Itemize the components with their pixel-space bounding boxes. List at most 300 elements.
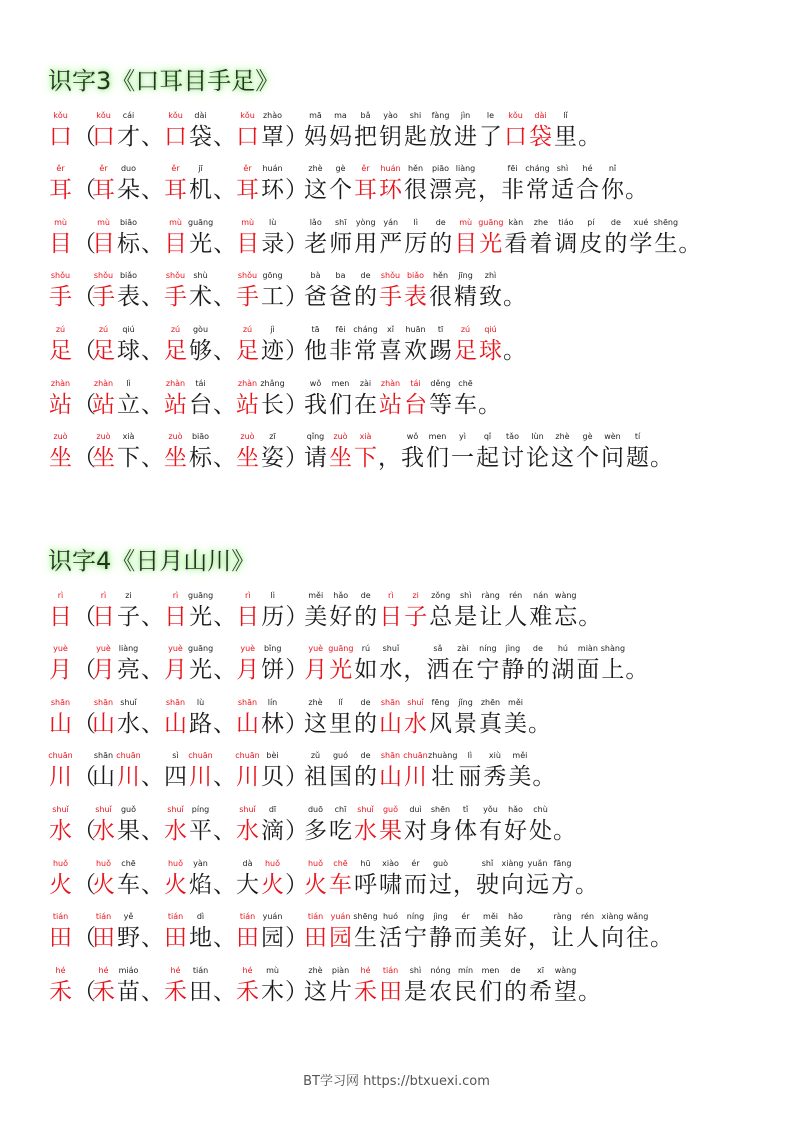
pinyin: zhe	[533, 217, 548, 227]
section-shizi-3	[48, 64, 768, 473]
hanzi: 月	[92, 657, 115, 684]
hanzi: 水	[404, 710, 427, 737]
character	[653, 217, 678, 259]
pinyin: děng	[430, 378, 451, 388]
highlighted-character	[235, 163, 260, 205]
character	[453, 378, 478, 420]
pinyin: wǒ	[309, 378, 322, 388]
pinyin: guāng	[188, 217, 214, 227]
character	[378, 217, 403, 259]
punctuation: ）	[285, 764, 308, 791]
character	[575, 911, 600, 953]
hanzi: 足	[92, 337, 115, 364]
punctuation: （	[73, 925, 96, 952]
hanzi: 水	[49, 817, 72, 844]
character	[428, 858, 453, 900]
character	[478, 270, 503, 312]
character	[628, 217, 653, 259]
hanzi: 里	[554, 123, 577, 150]
character	[403, 110, 428, 152]
character	[188, 163, 213, 205]
highlighted-character	[353, 965, 378, 1007]
highlighted-character	[48, 643, 73, 685]
punctuation: 、	[141, 925, 164, 952]
pinyin: bà	[310, 271, 321, 281]
pinyin: chī	[334, 804, 347, 814]
hanzi: 踢	[429, 337, 452, 364]
pinyin: shi	[409, 110, 422, 120]
highlighted-character	[403, 378, 428, 420]
highlighted-character	[235, 431, 260, 473]
hanzi: 农	[429, 978, 452, 1005]
hanzi: 喜	[379, 337, 402, 364]
pinyin: níng	[479, 644, 497, 654]
pinyin: fēng	[431, 697, 450, 707]
highlighted-character	[48, 858, 73, 900]
hanzi: 地	[189, 925, 212, 952]
pinyin: píng	[191, 804, 210, 814]
hanzi: 才	[117, 123, 140, 150]
character	[428, 324, 453, 366]
hanzi: 等	[429, 391, 452, 418]
punctuation: 、	[213, 871, 236, 898]
character	[503, 911, 528, 953]
hanzi: 非	[329, 337, 352, 364]
character	[553, 110, 578, 152]
highlighted-character	[48, 270, 73, 312]
character	[353, 378, 378, 420]
punctuation: 。	[528, 710, 551, 737]
character	[478, 965, 503, 1007]
punctuation: 。	[578, 123, 601, 150]
hanzi: 亮	[117, 657, 140, 684]
hanzi: 月	[304, 657, 328, 684]
punctuation: 、	[213, 603, 237, 630]
hanzi: 日	[49, 603, 72, 630]
pinyin: de	[360, 751, 371, 761]
pinyin: hé	[98, 965, 109, 975]
pinyin: tián	[382, 965, 399, 975]
hanzi: 水	[92, 817, 115, 844]
hanzi: 吃	[329, 817, 352, 844]
pinyin: shēng	[653, 217, 679, 227]
hanzi: 水	[379, 657, 403, 684]
pinyin: zhàn	[237, 378, 258, 388]
hanzi: 这	[304, 177, 327, 204]
pinyin: yuè	[240, 644, 256, 654]
highlighted-character	[91, 858, 116, 900]
hanzi: 们	[426, 445, 449, 472]
text-line	[48, 259, 768, 313]
pinyin: chē	[121, 858, 136, 868]
hanzi: 在	[354, 391, 377, 418]
hanzi: 祖	[304, 764, 327, 791]
hanzi: 坐	[164, 445, 187, 472]
hanzi: 站	[379, 391, 402, 418]
pinyin: qǐ	[483, 432, 492, 442]
pinyin: huǒ	[52, 858, 69, 868]
pinyin: lì	[413, 217, 418, 227]
highlighted-character	[163, 965, 188, 1007]
punctuation: ）	[285, 391, 308, 418]
highlighted-character	[403, 270, 428, 312]
hanzi: 田	[164, 925, 187, 952]
hanzi: 忘	[554, 603, 578, 630]
hanzi: 川	[236, 764, 259, 791]
pinyin: chuān	[48, 751, 73, 761]
pinyin: yuè	[96, 644, 111, 654]
pinyin: de	[360, 271, 371, 281]
pinyin: tā	[311, 324, 320, 334]
punctuation: （	[73, 817, 96, 844]
character	[188, 643, 213, 685]
punctuation: 、	[141, 177, 164, 204]
character	[500, 643, 525, 685]
character	[403, 965, 428, 1007]
hanzi: 致	[479, 284, 502, 311]
punctuation: （	[73, 445, 96, 472]
hanzi: 漂	[429, 177, 452, 204]
punctuation: ）	[285, 337, 308, 364]
character	[378, 110, 403, 152]
character	[188, 804, 213, 846]
hanzi: 野	[117, 925, 140, 952]
character	[116, 110, 141, 152]
pinyin: dì	[196, 912, 205, 922]
hanzi: 环	[379, 177, 402, 204]
character	[453, 911, 478, 953]
pinyin: cháng	[525, 164, 550, 174]
highlighted-character	[235, 324, 260, 366]
highlighted-character	[163, 911, 188, 953]
character	[453, 110, 478, 152]
pinyin: kǒu	[96, 110, 111, 120]
hanzi: 田	[92, 925, 115, 952]
hanzi: 表	[117, 284, 140, 311]
hanzi: 一	[451, 445, 474, 472]
hanzi: 人	[504, 603, 528, 630]
hanzi: 用	[354, 230, 378, 257]
hanzi: 工	[261, 284, 284, 311]
hanzi: 水	[354, 817, 377, 844]
highlighted-character	[235, 110, 260, 152]
pinyin: ba	[335, 271, 346, 281]
pinyin: zhè	[555, 432, 570, 442]
pinyin: mù	[266, 965, 279, 975]
hanzi: 口	[236, 123, 259, 150]
character	[478, 911, 503, 953]
character	[303, 110, 328, 152]
pinyin: rì	[244, 590, 251, 600]
hanzi: 美	[504, 710, 527, 737]
character	[453, 697, 478, 739]
text-line	[48, 152, 768, 206]
pinyin: chuān	[403, 751, 428, 761]
hanzi: 的	[354, 764, 377, 791]
hanzi: 口	[49, 123, 72, 150]
hanzi: 里	[329, 710, 352, 737]
pinyin: liàng	[455, 164, 476, 174]
character	[450, 431, 475, 473]
highlighted-character	[48, 431, 73, 473]
hanzi: 论	[526, 445, 549, 472]
hanzi: 园	[261, 925, 284, 952]
lesson-lines	[48, 578, 768, 1007]
character	[428, 697, 453, 739]
hanzi: 的	[504, 978, 527, 1005]
text-line	[48, 632, 768, 686]
pinyin: zhēn	[480, 697, 501, 707]
highlighted-character	[48, 110, 73, 152]
highlighted-character	[48, 163, 73, 205]
hanzi: 有	[479, 817, 502, 844]
character	[353, 750, 378, 792]
punctuation: （	[73, 603, 96, 630]
pinyin: tián	[239, 912, 256, 922]
pinyin: zuò	[53, 432, 68, 442]
pinyin: fàng	[431, 110, 450, 120]
character	[378, 643, 403, 685]
highlighted-character	[91, 110, 116, 152]
pinyin: zhàn	[165, 378, 186, 388]
hanzi: 山	[92, 710, 115, 737]
character	[503, 697, 528, 739]
pinyin: shuǐ	[95, 804, 112, 814]
pinyin: ěr	[171, 164, 180, 174]
pinyin: zuò	[240, 432, 255, 442]
pinyin: ěr	[99, 164, 108, 174]
text-line	[48, 953, 768, 1007]
pinyin: yàn	[193, 858, 208, 868]
pinyin: xiàng	[501, 858, 524, 868]
hanzi: 宁	[476, 657, 500, 684]
highlighted-character	[453, 217, 478, 259]
pinyin: ěr	[56, 164, 65, 174]
hanzi: 好	[504, 817, 527, 844]
pinyin: de	[435, 217, 446, 227]
character	[328, 750, 353, 792]
punctuation: ）	[285, 817, 308, 844]
punctuation: 、	[213, 445, 236, 472]
hanzi: 球	[117, 337, 140, 364]
hanzi: 月	[49, 657, 72, 684]
pinyin: hǎo	[508, 912, 523, 922]
punctuation: 。	[553, 817, 576, 844]
hanzi: 禾	[354, 978, 377, 1005]
pinyin: rì	[57, 590, 64, 600]
hanzi: 好	[329, 603, 353, 630]
hanzi: 姿	[261, 445, 284, 472]
character	[428, 911, 453, 953]
pinyin: lù	[269, 217, 277, 227]
character	[478, 804, 503, 846]
pinyin: shuǐ	[407, 697, 424, 707]
hanzi: 日	[379, 603, 403, 630]
pinyin: hěn	[407, 164, 424, 174]
pinyin: xiù	[488, 751, 501, 761]
hanzi: 难	[529, 603, 553, 630]
character	[328, 110, 353, 152]
pinyin: biǎo	[119, 271, 138, 281]
pinyin: shǒu	[165, 271, 186, 281]
hanzi: 山	[92, 764, 115, 791]
hanzi: 生	[354, 925, 377, 952]
pinyin: ràng	[481, 590, 500, 600]
punctuation: 、	[213, 657, 237, 684]
pinyin: guò	[432, 858, 449, 868]
character	[478, 110, 503, 152]
hanzi: 月	[236, 657, 260, 684]
character	[507, 750, 532, 792]
hanzi: 下	[117, 445, 140, 472]
character	[503, 804, 528, 846]
character	[503, 217, 528, 259]
hanzi: 过	[429, 871, 452, 898]
hanzi: 田	[379, 978, 402, 1005]
character	[328, 590, 353, 632]
pinyin: hé	[55, 965, 66, 975]
hanzi: 足	[49, 337, 72, 364]
character	[525, 163, 550, 205]
character	[578, 217, 603, 259]
highlighted-character	[91, 270, 116, 312]
highlighted-character	[235, 217, 260, 259]
character	[428, 804, 453, 846]
character	[428, 217, 453, 259]
hanzi: 望	[554, 978, 577, 1005]
pinyin: shān	[380, 697, 401, 707]
highlighted-character	[378, 378, 403, 420]
pinyin: xǐ	[387, 324, 394, 334]
hanzi: 光	[329, 657, 353, 684]
highlighted-character	[91, 590, 116, 632]
text-line	[48, 846, 768, 900]
hanzi: 禾	[236, 978, 259, 1005]
punctuation: 、	[213, 925, 236, 952]
punctuation: 、	[141, 710, 164, 737]
character	[403, 804, 428, 846]
pinyin: tiáo	[558, 217, 574, 227]
pinyin: kǒu	[508, 110, 523, 120]
hanzi: 子	[117, 603, 140, 630]
character	[403, 217, 428, 259]
hanzi: 火	[164, 871, 187, 898]
punctuation: 。	[650, 445, 673, 472]
highlighted-character	[378, 270, 403, 312]
hanzi: 静	[501, 657, 525, 684]
hanzi: 湖	[551, 657, 575, 684]
hanzi: 田	[49, 925, 72, 952]
punctuation: ）	[285, 284, 308, 311]
punctuation: ，	[478, 177, 501, 204]
hanzi: 环	[261, 177, 284, 204]
hanzi: 起	[476, 445, 499, 472]
highlighted-character	[188, 750, 213, 792]
pinyin: lùn	[531, 432, 544, 442]
pinyin: mù	[54, 217, 67, 227]
punctuation: 。	[503, 284, 526, 311]
character	[188, 324, 213, 366]
pinyin: biāo	[191, 432, 210, 442]
punctuation: 。	[625, 177, 648, 204]
pinyin: yuè	[53, 644, 68, 654]
hanzi: 妈	[304, 123, 327, 150]
pinyin: huǒ	[95, 858, 112, 868]
character	[260, 643, 285, 685]
character	[500, 163, 525, 205]
hanzi: 林	[261, 710, 284, 737]
character	[378, 858, 403, 900]
hanzi: 车	[454, 391, 477, 418]
pinyin: tǎo	[506, 432, 519, 442]
pinyin: ér	[461, 912, 470, 922]
hanzi: 体	[454, 817, 477, 844]
pinyin: xué	[633, 217, 649, 227]
character	[116, 643, 141, 685]
pinyin: qǐng	[306, 432, 325, 442]
pinyin: guāng	[188, 644, 214, 654]
pinyin: guāng	[328, 644, 354, 654]
pinyin: men	[428, 432, 447, 442]
hanzi: 秀	[483, 764, 507, 791]
highlighted-character	[48, 911, 73, 953]
pinyin: tián	[167, 912, 184, 922]
pinyin: dà	[242, 858, 253, 868]
hanzi: 滴	[261, 817, 284, 844]
hanzi: 日	[92, 603, 115, 630]
pinyin: yuán	[330, 912, 351, 922]
hanzi: 很	[429, 284, 452, 311]
highlighted-character	[163, 858, 188, 900]
hanzi: 坐	[49, 445, 72, 472]
punctuation: 、	[141, 764, 164, 791]
highlighted-character	[48, 965, 73, 1007]
pinyin: guāng	[478, 217, 504, 227]
hanzi: 山	[379, 764, 402, 791]
punctuation: （	[73, 978, 96, 1005]
highlighted-character	[260, 858, 285, 900]
highlighted-character	[235, 590, 260, 632]
character	[303, 217, 328, 259]
hanzi: 山	[164, 710, 187, 737]
hanzi: 耳	[164, 177, 187, 204]
hanzi: 们	[329, 391, 352, 418]
character	[525, 431, 550, 473]
highlighted-character	[163, 217, 188, 259]
character	[328, 378, 353, 420]
hanzi: 这	[304, 710, 327, 737]
pinyin: zhàn	[380, 378, 401, 388]
pinyin: yì	[459, 432, 466, 442]
hanzi: 站	[164, 391, 187, 418]
pinyin: shì	[459, 590, 472, 600]
hanzi: 够	[189, 337, 212, 364]
character	[550, 911, 575, 953]
pinyin: kǒu	[168, 110, 183, 120]
character	[353, 590, 378, 632]
pinyin: kàn	[508, 217, 524, 227]
character	[188, 965, 213, 1007]
character	[116, 378, 141, 420]
pinyin: fēi	[335, 324, 346, 334]
character	[328, 163, 353, 205]
character	[575, 431, 600, 473]
highlighted-character	[478, 324, 503, 366]
punctuation: ，	[378, 445, 401, 472]
highlighted-character	[91, 431, 116, 473]
character	[500, 431, 525, 473]
highlighted-character	[453, 324, 478, 366]
